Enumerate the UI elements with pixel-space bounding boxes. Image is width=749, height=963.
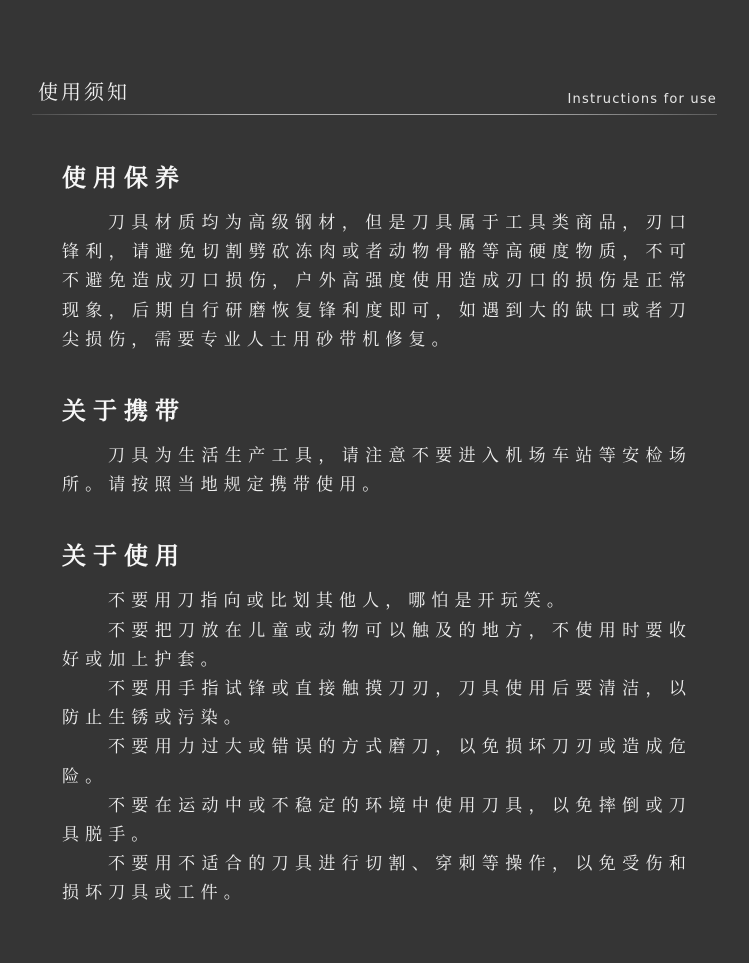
section-title: 使用保养 <box>62 164 186 192</box>
section-title: 关于携带 <box>62 397 186 426</box>
paragraph: 不要用不适合的刀具进行切割、穿刺等操作，以免受伤和损坏刀具或工件。 <box>62 854 692 904</box>
header-divider <box>32 114 717 115</box>
page-subtitle: Instructions for use <box>567 92 717 107</box>
paragraph: 不要把刀放在儿童或动物可以触及的地方，不使用时要收好或加上护套。 <box>62 620 692 670</box>
paragraph: 不要用力过大或错误的方式磨刀，以免损坏刀刃或造成危险。 <box>62 737 692 787</box>
content <box>62 160 692 909</box>
section-carrying <box>62 393 692 500</box>
page-title: 使用须知 <box>38 80 130 104</box>
paragraph: 刀具材质均为高级钢材，但是刀具属于工具类商品，刃口锋利，请避免切割劈砍冻肉或者动物骨骼等高硬度物质，不可不避免造成刃口损伤，户外高强度使用造成刃口的损伤是正常现象，后期自行研磨恢复锋利度即可，如遇到大的缺口或者刀尖损伤，需要专业人士用砂带机修复。 <box>62 213 692 350</box>
section-title: 关于使用 <box>62 542 186 571</box>
section-care <box>62 160 692 355</box>
paragraph: 不要在运动中或不稳定的环境中使用刀具，以免摔倒或刀具脱手。 <box>62 795 692 846</box>
paragraph: 刀具为生活生产工具，请注意不要进入机场车站等安检场所。请按照当地规定携带使用。 <box>62 446 692 496</box>
header <box>0 0 749 116</box>
paragraph: 不要用刀指向或比划其他人，哪怕是开玩笑。 <box>108 591 570 612</box>
section-usage <box>62 538 692 908</box>
paragraph: 不要用手指试锋或直接触摸刀刃，刀具使用后要清洁，以防止生锈或污染。 <box>62 679 692 729</box>
